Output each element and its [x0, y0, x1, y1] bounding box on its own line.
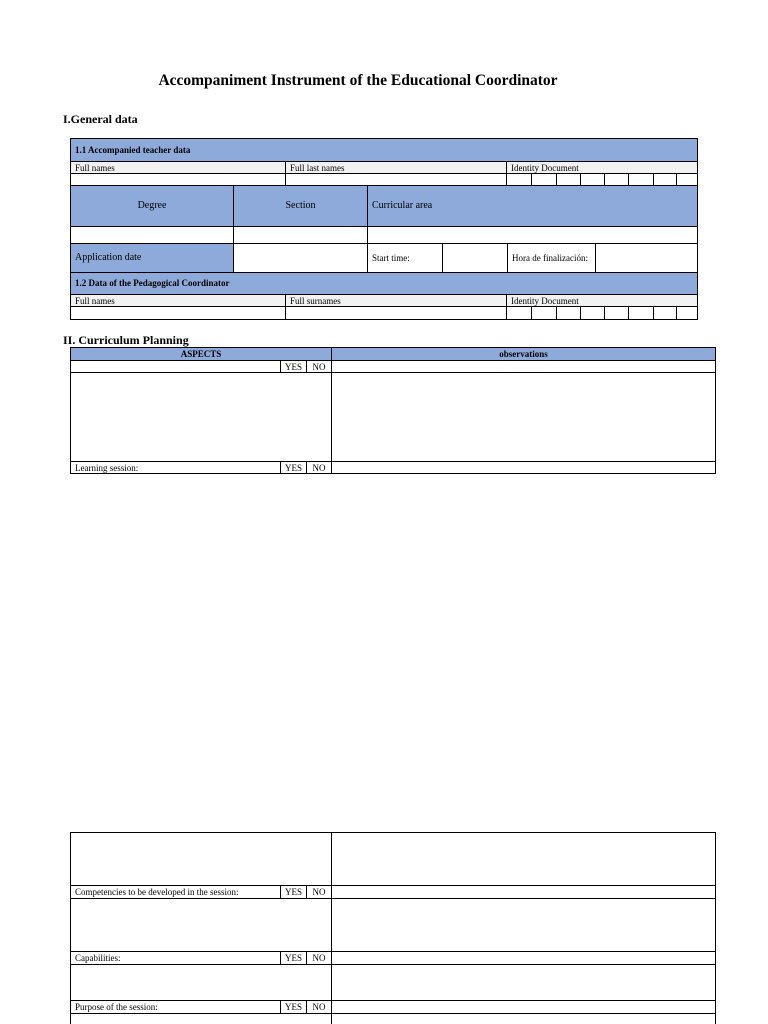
no-option[interactable]: NO	[306, 360, 332, 373]
capabilities-label: Capabilities:	[70, 951, 281, 965]
teacher-data-heading: 1.1 Accompanied teacher data	[70, 138, 698, 162]
competencies-yes-option[interactable]: YES	[280, 885, 307, 899]
start-time-label: Start time:	[367, 243, 443, 273]
capabilities-yes-option[interactable]: YES	[280, 951, 307, 965]
purpose-detail-field[interactable]	[70, 1013, 332, 1024]
competencies-observation-detail-field[interactable]	[331, 898, 716, 952]
application-date-label: Application date	[70, 243, 234, 273]
learning-session-observation-detail-field[interactable]	[331, 832, 716, 886]
coordinator-full-surnames-field[interactable]	[285, 306, 507, 320]
section-header: Section	[233, 185, 368, 227]
curricular-area-field[interactable]	[367, 226, 698, 244]
end-time-field[interactable]	[595, 243, 698, 273]
teacher-full-last-names-label: Full last names	[285, 161, 507, 174]
competencies-label: Competencies to be developed in the session:	[70, 885, 281, 899]
section-field[interactable]	[233, 226, 368, 244]
teacher-identity-document-label: Identity Document	[506, 161, 698, 174]
purpose-no-option[interactable]: NO	[306, 1000, 332, 1014]
coordinator-full-surnames-label: Full surnames	[285, 294, 507, 307]
coordinator-full-names-field[interactable]	[70, 306, 286, 320]
coordinator-id-digit-field[interactable]	[676, 306, 698, 320]
aspects-header: ASPECTS	[70, 347, 332, 361]
observations-header: observations	[331, 347, 716, 361]
aspect-detail-field[interactable]	[70, 372, 332, 462]
coordinator-id-digit-field[interactable]	[653, 306, 677, 320]
end-time-label: Hora de finalización:	[507, 243, 596, 273]
section-curriculum-planning-heading: II. Curriculum Planning	[63, 333, 189, 347]
application-date-field[interactable]	[233, 243, 368, 273]
degree-header: Degree	[70, 185, 234, 227]
learning-session-yes-option[interactable]: YES	[280, 461, 307, 474]
start-time-field[interactable]	[442, 243, 508, 273]
coordinator-full-names-label: Full names	[70, 294, 286, 307]
capabilities-observation-detail-field[interactable]	[331, 964, 716, 1001]
section-general-data-heading: I.General data	[63, 112, 138, 126]
competencies-no-option[interactable]: NO	[306, 885, 332, 899]
coordinator-id-digit-field[interactable]	[506, 306, 532, 320]
learning-session-detail-field[interactable]	[70, 832, 332, 886]
teacher-full-names-label: Full names	[70, 161, 286, 174]
coordinator-id-digit-field[interactable]	[556, 306, 581, 320]
learning-session-label: Learning session:	[70, 461, 281, 474]
capabilities-no-option[interactable]: NO	[306, 951, 332, 965]
yes-option[interactable]: YES	[280, 360, 307, 373]
coordinator-id-digit-field[interactable]	[628, 306, 654, 320]
learning-session-observation-field[interactable]	[331, 461, 716, 474]
degree-field[interactable]	[70, 226, 234, 244]
coordinator-data-heading: 1.2 Data of the Pedagogical Coordinator	[70, 272, 698, 295]
coordinator-id-digit-field[interactable]	[580, 306, 605, 320]
purpose-observation-field[interactable]	[331, 1000, 716, 1014]
competencies-detail-field[interactable]	[70, 898, 332, 952]
purpose-observation-detail-field[interactable]	[331, 1013, 716, 1024]
learning-session-no-option[interactable]: NO	[306, 461, 332, 474]
capabilities-detail-field[interactable]	[70, 964, 332, 1001]
purpose-yes-option[interactable]: YES	[280, 1000, 307, 1014]
coordinator-id-digit-field[interactable]	[604, 306, 629, 320]
coordinator-identity-document-label: Identity Document	[506, 294, 698, 307]
observation-detail-field[interactable]	[331, 372, 716, 462]
capabilities-observation-field[interactable]	[331, 951, 716, 965]
coordinator-id-digit-field[interactable]	[531, 306, 557, 320]
competencies-observation-field[interactable]	[331, 885, 716, 899]
purpose-label: Purpose of the session:	[70, 1000, 281, 1014]
document-title: Accompaniment Instrument of the Educational Coordinator	[158, 72, 558, 89]
curricular-area-header: Curricular area	[367, 185, 698, 227]
